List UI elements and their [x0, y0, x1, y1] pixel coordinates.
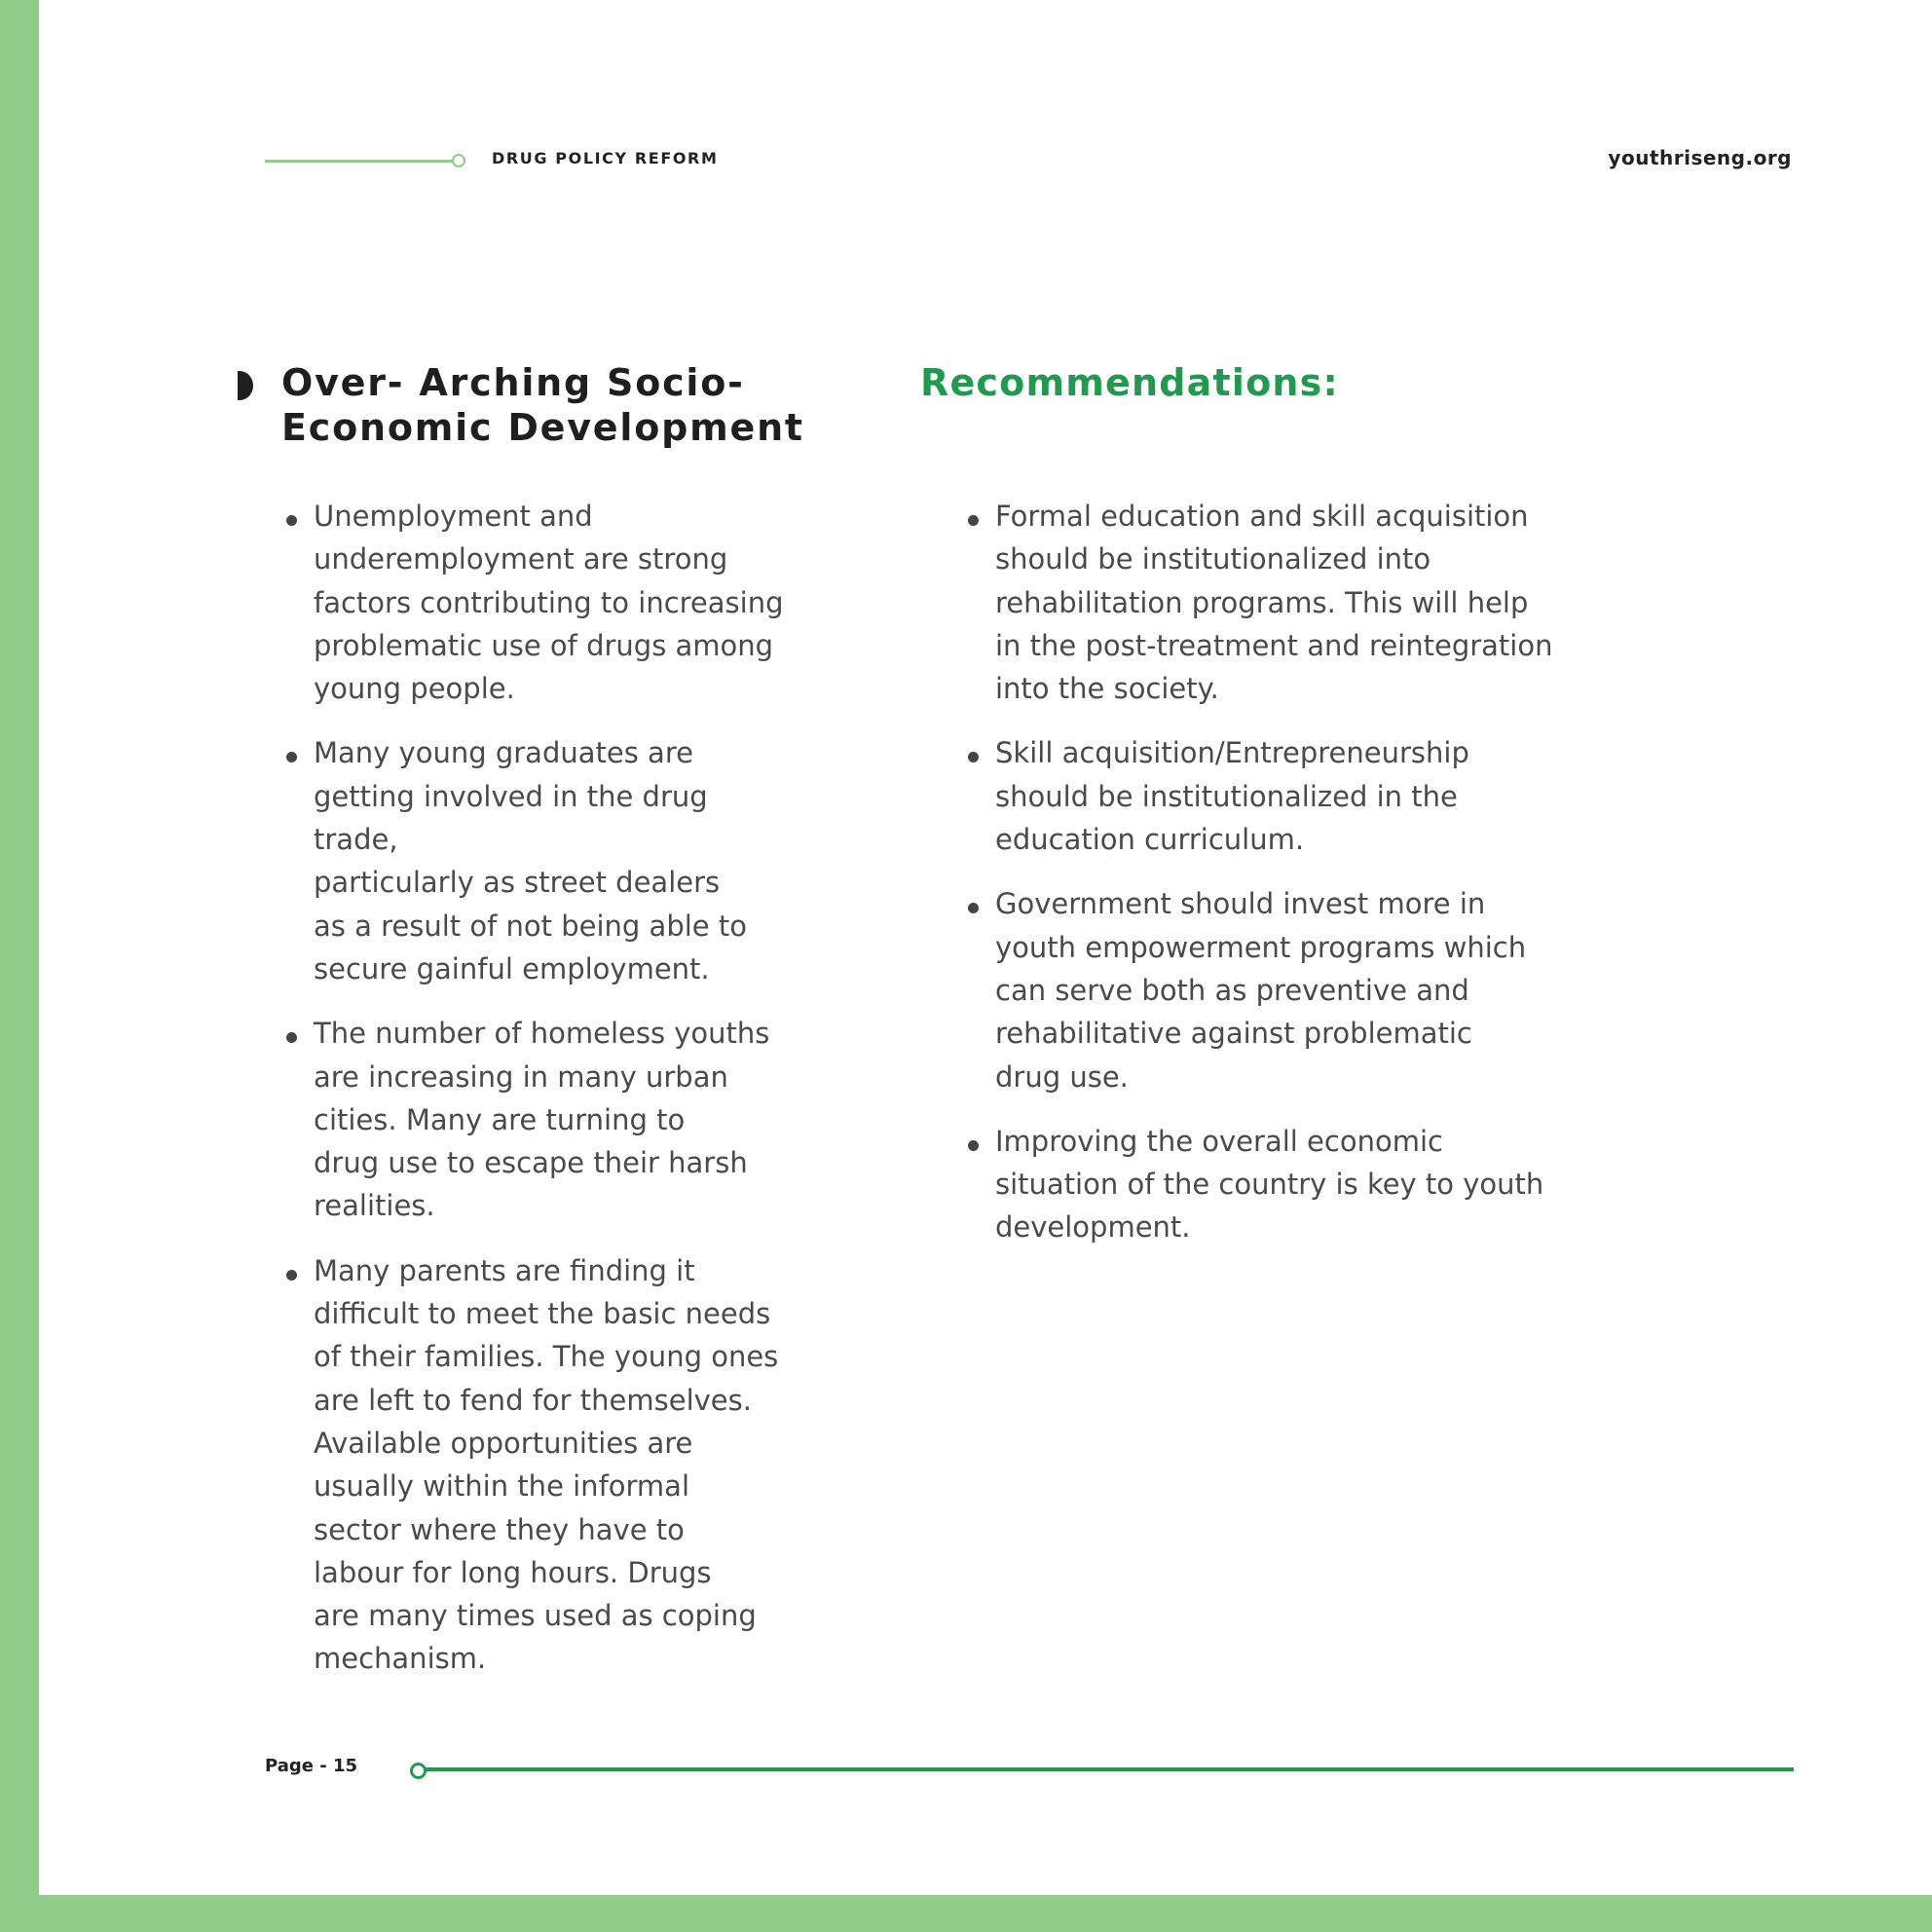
bullet-dot-icon — [968, 1140, 979, 1151]
page-number: Page - 15 — [265, 1756, 358, 1776]
list-item-text: Skill acquisition/Entrepreneurship should be institutionalized in the education curriculum. — [995, 736, 1469, 857]
bullet-dot-icon — [968, 903, 979, 913]
recommendations-list — [964, 495, 1568, 1271]
list-item-text: Improving the overall economic situation of the country is key to youth development. — [995, 1124, 1544, 1245]
website-url[interactable]: youthriseng.org — [1608, 146, 1792, 169]
list-item — [282, 731, 799, 990]
list-item — [964, 882, 1568, 1097]
list-item — [964, 731, 1568, 861]
bottom-border-bar — [0, 1895, 1932, 1932]
header-rule-end-circle — [452, 154, 465, 167]
bullet-dot-icon — [286, 1032, 297, 1043]
bullet-dot-icon — [286, 515, 297, 526]
list-item-text: The number of homeless youths are increasing in many urban cities. Many are turning to drug use to escape their harsh realities. — [314, 1017, 770, 1223]
half-circle-marker-icon — [238, 371, 253, 400]
recommendations-heading: Recommendations: — [920, 361, 1339, 404]
list-item-text: Government should invest more in youth empowerment programs which can serve both as preventive and rehabilitative against problematic drug use. — [995, 887, 1527, 1094]
list-item-text: Many young graduates are getting involved in the drug trade, particularly as street dealers as a result of not being able to secure gainful employment. — [314, 736, 747, 985]
bullet-dot-icon — [968, 752, 979, 762]
list-item-text: Unemployment and underemployment are strong factors contributing to increasing problematic use of drugs among young people. — [314, 500, 784, 706]
list-item — [964, 1120, 1568, 1249]
list-item — [282, 1249, 799, 1681]
bullet-dot-icon — [968, 515, 979, 526]
list-item — [282, 495, 799, 710]
footer-rule-start-circle — [410, 1763, 427, 1779]
section-title: DRUG POLICY REFORM — [492, 149, 719, 167]
list-item-text: Formal education and skill acquisition should be institutionalized into rehabilitation programs. This will help in the post-treatment and reintegration into the society. — [995, 500, 1553, 706]
header-rule — [265, 160, 454, 163]
left-heading-text: Over- Arching Socio- Economic Development — [281, 361, 804, 449]
list-item — [282, 1012, 799, 1227]
list-item-text: Many parents are finding it difficult to meet the basic needs of their families. The young ones are left to fend for themselves. Available opportunities are usually within the informal sector where they have to labour for long hours. Drugs are many times used as coping mechanism. — [314, 1253, 779, 1676]
list-item — [964, 495, 1568, 710]
bullet-dot-icon — [286, 752, 297, 762]
left-section-heading — [281, 360, 827, 450]
left-border-bar — [0, 0, 39, 1932]
bullet-dot-icon — [286, 1270, 297, 1281]
issues-list — [282, 495, 799, 1702]
footer-rule — [425, 1767, 1794, 1771]
